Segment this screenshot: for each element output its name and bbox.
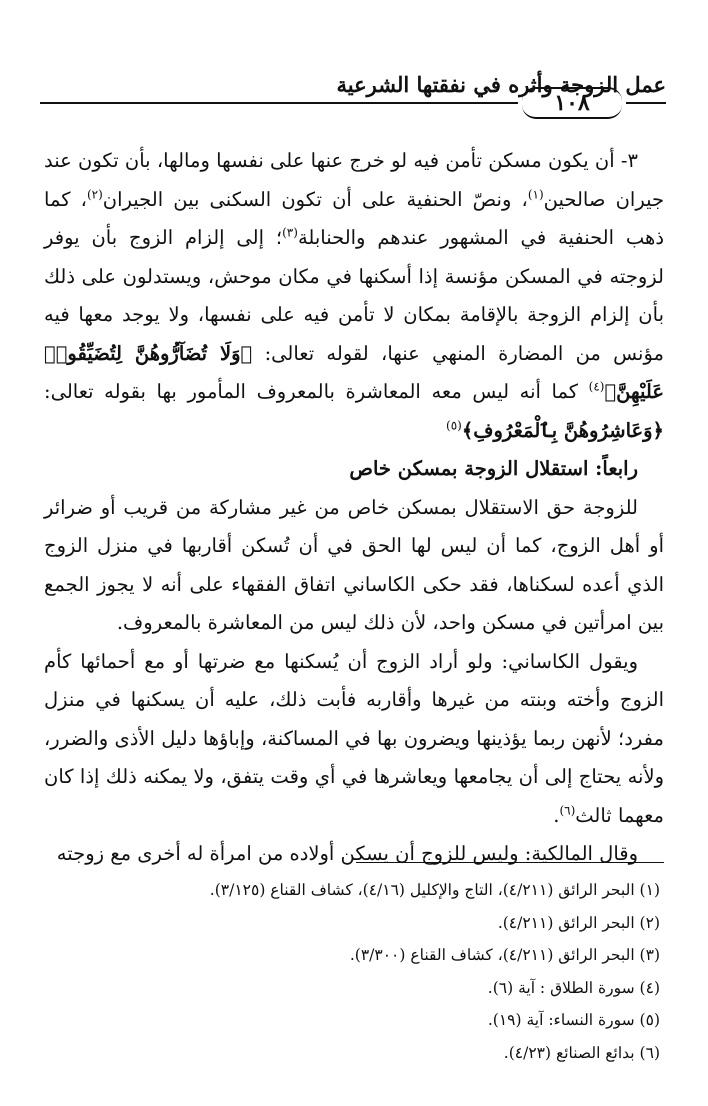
- footnote-ref-6: (٦): [559, 803, 576, 817]
- footnotes: [44, 874, 660, 1069]
- text-run: ويقول الكاساني: ولو أراد الزوج أن يُسكنها مع ضرتها أو مع أحمائها كأم الزوج وأخته وبنته من غيرها وأقاربه فأبت ذلك، عليه أن يسكنها في منزل مفرد؛ لأنهن ربما يؤذينها ويضرون بها في المساكنة، وإباؤها دليل الأذى والضرر، ولأنه يحتاج إلى أن يجامعها ويعاشرها في أي وقت يتفق، ولا يمكنه ذلك إذا كان معهما ثالث: [44, 649, 664, 827]
- footnote-ref-3: (٣): [282, 225, 298, 240]
- page-header: [40, 62, 666, 132]
- footnote-4: (٤) سورة الطلاق : آية (٦).: [487, 978, 660, 997]
- text-run: ؛ إلى إلزام الزوج بأن يوفر لزوجته في المسكن مؤنسة إذا أسكنها في مكان موحش، ويستدلون على ذلك بأن إلزام الزوجة بالإقامة بمكان لا تأمن فيه على نفسها، ولا يوجد معها فيه مؤنس من المضارة المنهي عنها، لقوله تعالى:: [44, 226, 664, 365]
- footnote-ref-4: (٤): [588, 379, 605, 394]
- footnote-ref-5: (٥): [446, 418, 462, 432]
- text-run: .: [553, 803, 560, 827]
- text-run: ٣- أن يكون مسكن تأمن فيه لو خرج عنها على نفسها ومالها، بأن تكون عند جيران صالحين: [44, 149, 665, 211]
- header-rule-right: [626, 102, 666, 104]
- footnote-2: (٢) البحر الرائق (٤/٢١١).: [497, 913, 660, 932]
- section-heading: رابعاً: استقلال الزوجة بمسكن خاص: [349, 457, 638, 480]
- footnote-ref-1: (١): [527, 187, 544, 201]
- footnote-1: (١) البحر الرائق (٤/٢١١)، التاج والإكليل (٤/١٦)، كشاف القناع (٣/١٢٥).: [209, 881, 660, 899]
- main-text: [44, 142, 664, 874]
- header-rule-left: [40, 102, 518, 104]
- quran-verse-1: ﴿وَلَا تُضَآرُّوهُنَّ لِتُضَيِّقُوا۟ عَلَيْهِنَّ﴾: [44, 341, 664, 403]
- footnote-5: (٥) سورة النساء: آية (١٩).: [487, 1011, 660, 1029]
- text-run: ، ونصّ الحنفية على أن تكون السكنى بين الجيران: [102, 187, 528, 211]
- paragraph-kasani: [44, 643, 664, 836]
- paragraph-independence: للزوجة حق الاستقلال بمسكن خاص من غير مشاركة من قريب أو ضرائر أو أهل الزوج، كما أن ليس لها الحق في أن تُسكن أقاربها في منزل الزوج الذي أعده لسكناها، فقد حكى الكاساني اتفاق الفقهاء على أنه لا يجوز الجمع بين امرأتين في مسكن واحد، لأن ذلك ليس من المعاشرة بالمعروف.: [44, 495, 664, 634]
- quran-verse-2: ﴿وَعَاشِرُوهُنَّ بِٱلْمَعْرُوفِ﴾: [461, 418, 664, 442]
- footnote-ref-2: (٢): [86, 187, 103, 201]
- footnote-6: (٦) بدائع الصنائع (٤/٢٣).: [503, 1043, 660, 1062]
- paragraph-malikiyya: وقال المالكية: وليس للزوج أن يسكن أولاده من امرأة له أخرى مع زوجته: [56, 842, 638, 865]
- paragraph-condition-3: [44, 142, 664, 450]
- page-number: ١٠٨: [522, 87, 622, 119]
- running-title: عمل الزوجة وأثره في نفقتها الشرعية: [336, 72, 666, 97]
- footnote-separator: [356, 862, 664, 863]
- text-run: كما أنه ليس معه المعاشرة بالمعروف المأمور بها بقوله تعالى:: [44, 380, 589, 403]
- footnote-3: (٣) البحر الرائق (٤/٢١١)، كشاف القناع (٣/٣٠٠).: [349, 946, 660, 964]
- text-run: ، كما ذهب الحنفية في المشهور عندهم والحنابلة: [44, 187, 664, 249]
